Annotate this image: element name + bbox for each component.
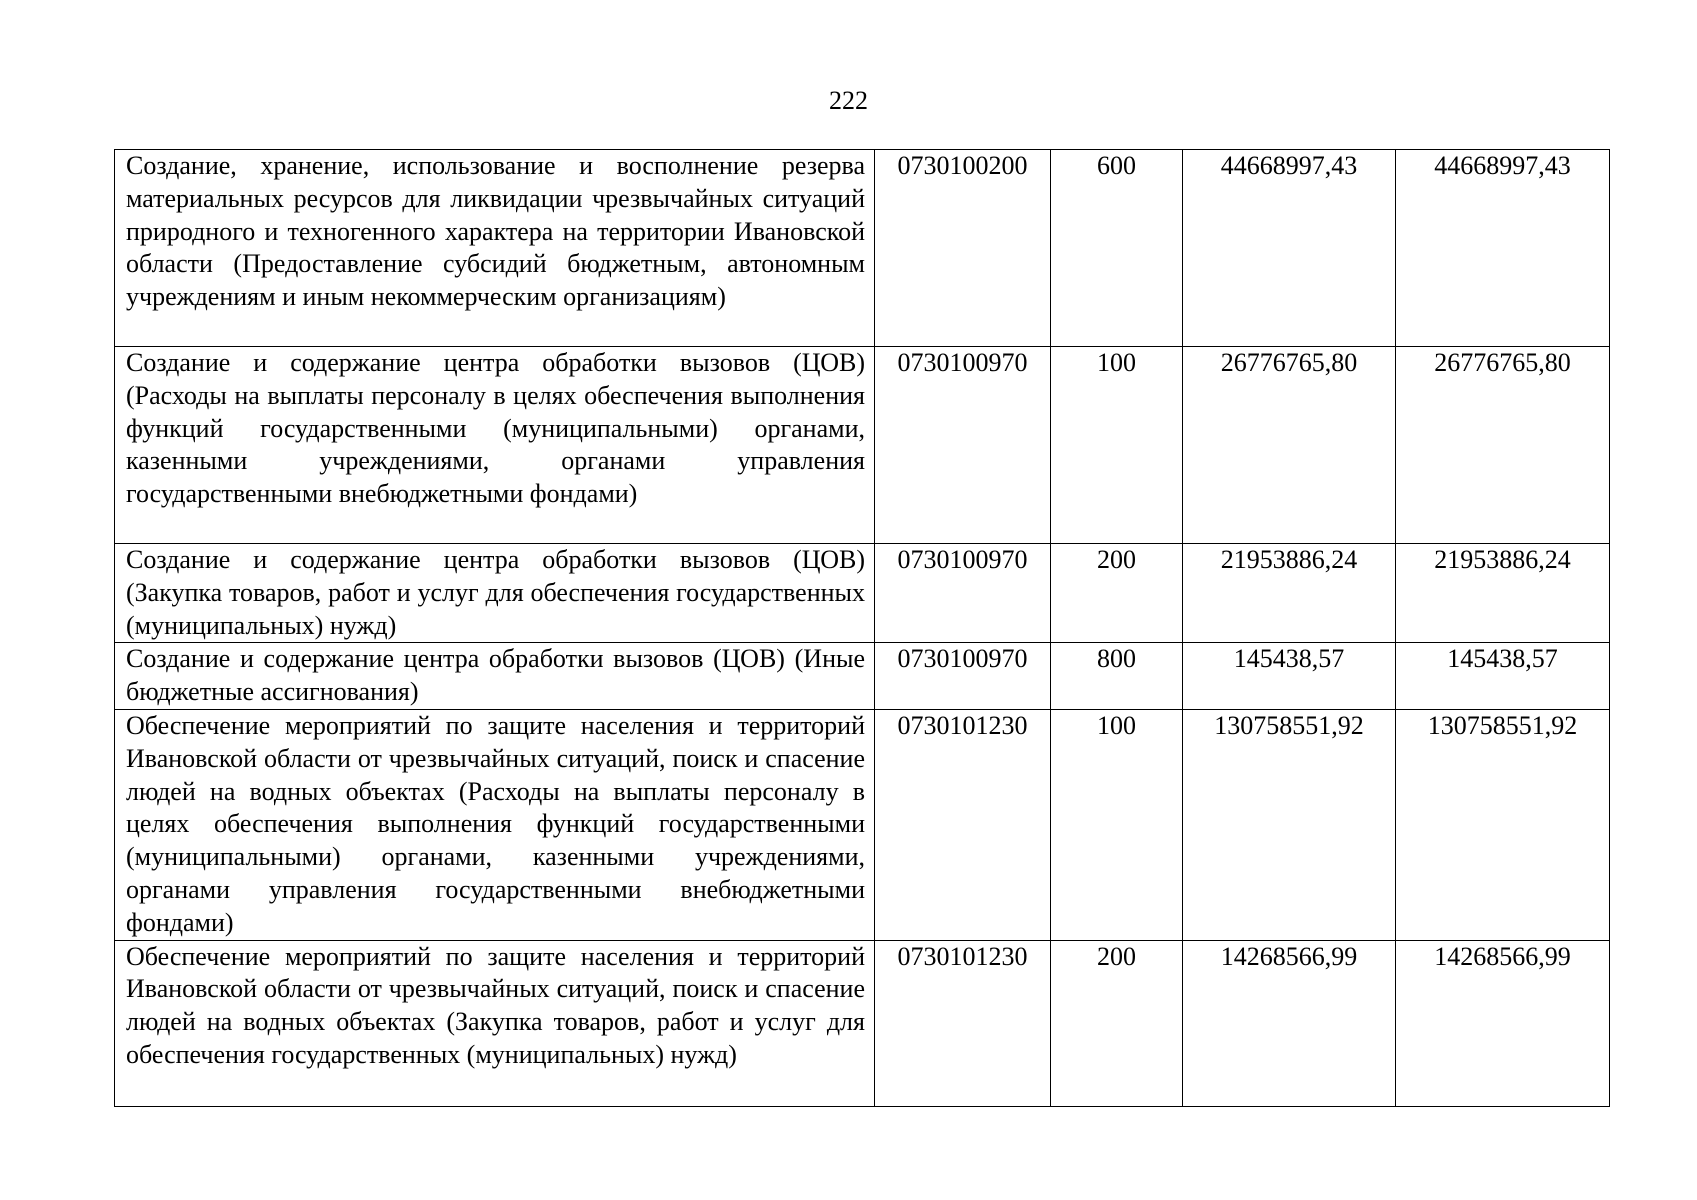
target-article-code: 0730100970 — [875, 643, 1051, 710]
expense-type-code: 200 — [1051, 544, 1183, 643]
amount-second-year: 145438,57 — [1396, 643, 1610, 710]
target-article-code: 0730100970 — [875, 347, 1051, 544]
amount-second-year: 14268566,99 — [1396, 940, 1610, 1106]
amount-second-year: 26776765,80 — [1396, 347, 1610, 544]
row-description: Обеспечение мероприятий по защите населения и территорий Ивановской области от чрезвычайных ситуаций, поиск и спасение людей на водных объектах (Расходы на выплаты персоналу в целях обеспечения выполнения функций государственными (муниципальными) органами, казенными учреждениями, органами управления государственными внебюджетными фондами) — [115, 709, 875, 940]
budget-table — [114, 149, 1610, 1107]
row-description: Создание, хранение, использование и восполнение резерва материальных ресурсов для ликвидации чрезвычайных ситуаций природного и техногенного характера на территории Ивановской области (Предоставление субсидий бюджетным, автономным учреждениям и иным некоммерческим организациям) — [115, 150, 875, 347]
table-row — [115, 150, 1610, 347]
target-article-code: 0730101230 — [875, 940, 1051, 1106]
expense-type-code: 200 — [1051, 940, 1183, 1106]
row-description: Обеспечение мероприятий по защите населения и территорий Ивановской области от чрезвычайных ситуаций, поиск и спасение людей на водных объектах (Закупка товаров, работ и услуг для обеспечения государственных (муниципальных) нужд) — [115, 940, 875, 1106]
amount-second-year: 21953886,24 — [1396, 544, 1610, 643]
row-description: Создание и содержание центра обработки вызовов (ЦОВ) (Расходы на выплаты персоналу в целях обеспечения выполнения функций государственными (муниципальными) органами, казенными учреждениями, органами управления государственными внебюджетными фондами) — [115, 347, 875, 544]
table-row — [115, 643, 1610, 710]
amount-first-year: 14268566,99 — [1183, 940, 1396, 1106]
amount-first-year: 21953886,24 — [1183, 544, 1396, 643]
amount-first-year: 44668997,43 — [1183, 150, 1396, 347]
target-article-code: 0730100200 — [875, 150, 1051, 347]
row-description: Создание и содержание центра обработки вызовов (ЦОВ) (Иные бюджетные ассигнования) — [115, 643, 875, 710]
target-article-code: 0730101230 — [875, 709, 1051, 940]
table-row — [115, 709, 1610, 940]
table-row — [115, 940, 1610, 1106]
expense-type-code: 800 — [1051, 643, 1183, 710]
target-article-code: 0730100970 — [875, 544, 1051, 643]
expense-type-code: 100 — [1051, 709, 1183, 940]
row-description: Создание и содержание центра обработки вызовов (ЦОВ) (Закупка товаров, работ и услуг для обеспечения государственных (муниципальных) нужд) — [115, 544, 875, 643]
amount-first-year: 145438,57 — [1183, 643, 1396, 710]
amount-second-year: 130758551,92 — [1396, 709, 1610, 940]
amount-first-year: 130758551,92 — [1183, 709, 1396, 940]
table-row — [115, 347, 1610, 544]
amount-second-year: 44668997,43 — [1396, 150, 1610, 347]
amount-first-year: 26776765,80 — [1183, 347, 1396, 544]
expense-type-code: 600 — [1051, 150, 1183, 347]
expense-type-code: 100 — [1051, 347, 1183, 544]
page-number: 222 — [829, 86, 868, 115]
table-row — [115, 544, 1610, 643]
